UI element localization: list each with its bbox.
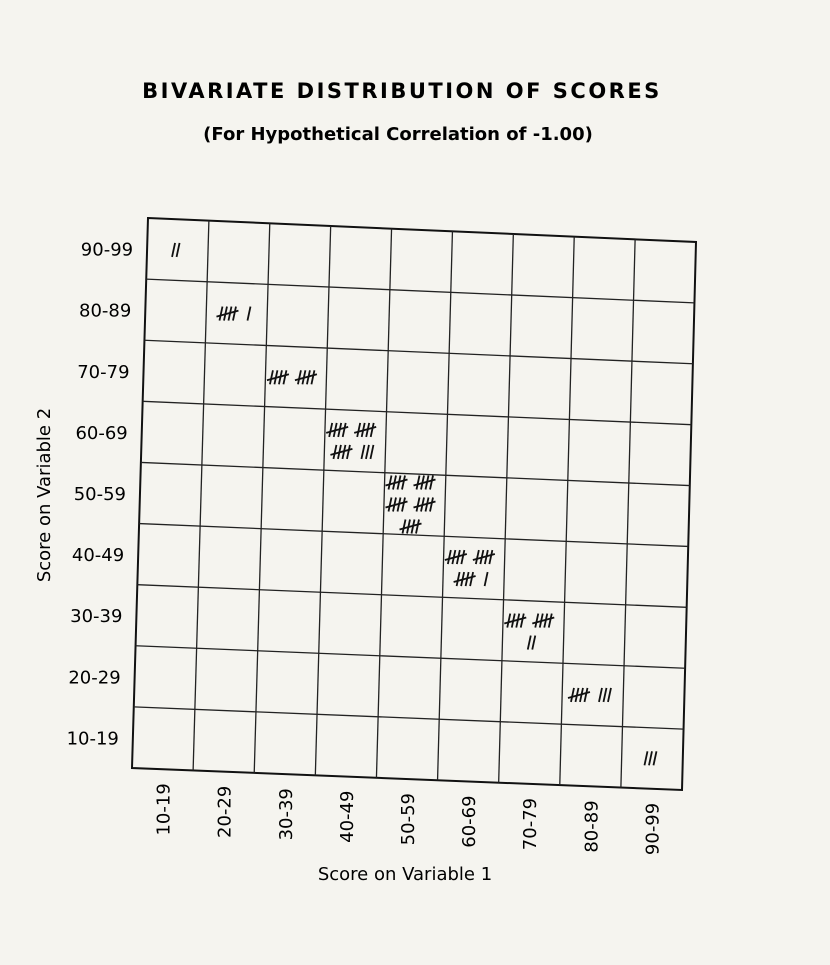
tally-stroke xyxy=(403,520,406,534)
grid-line-horizontal xyxy=(141,462,690,485)
x-tick-label: 40-49 xyxy=(336,790,358,843)
tally-cell xyxy=(386,476,436,534)
x-tick-label: 60-69 xyxy=(459,795,481,848)
grid-line-vertical xyxy=(499,234,514,783)
tally-cell xyxy=(445,550,495,586)
tally-stroke xyxy=(389,498,392,512)
tally-stroke xyxy=(653,751,656,765)
tally-stroke xyxy=(571,688,574,702)
tally-stroke xyxy=(177,243,180,257)
x-tick-label: 30-39 xyxy=(275,788,297,841)
y-tick-label: 70-79 xyxy=(77,361,130,383)
tally-cell xyxy=(504,614,554,650)
tally-stroke xyxy=(283,370,286,384)
x-axis-label: Score on Variable 1 xyxy=(317,864,493,885)
tally-stroke xyxy=(402,476,405,490)
tally-stroke xyxy=(599,688,602,702)
tally-stroke xyxy=(549,614,552,628)
grid-line-horizontal xyxy=(143,401,692,424)
tally-stroke xyxy=(347,445,350,459)
tally-stroke xyxy=(233,307,236,321)
tally-stroke xyxy=(247,307,250,321)
plot-frame xyxy=(132,218,696,790)
grid-line-horizontal xyxy=(136,646,686,668)
grid-line-vertical xyxy=(621,239,635,787)
tally-stroke xyxy=(371,423,374,437)
tally-stroke xyxy=(417,498,420,512)
y-tick-label: 10-19 xyxy=(66,728,119,750)
plot-area xyxy=(67,218,696,855)
tally-stroke xyxy=(389,476,392,490)
tally-stroke xyxy=(470,572,473,586)
tally-stroke xyxy=(172,243,175,257)
grid-line-horizontal xyxy=(144,340,692,364)
x-tick-label: 20-29 xyxy=(214,785,236,838)
tally-stroke xyxy=(603,688,606,702)
tally-stroke xyxy=(448,550,451,564)
tally-stroke xyxy=(333,445,336,459)
grid-line-vertical xyxy=(560,237,574,785)
y-tick-label: 60-69 xyxy=(75,422,128,444)
tally-stroke xyxy=(430,476,433,490)
tally-stroke xyxy=(649,751,652,765)
chart-title: BIVARIATE DISTRIBUTION OF SCORES xyxy=(142,79,662,103)
y-tick-label: 30-39 xyxy=(70,606,123,628)
tally-stroke xyxy=(461,550,464,564)
y-tick-label: 20-29 xyxy=(68,667,121,689)
tally-stroke xyxy=(532,636,535,650)
grid-line-horizontal xyxy=(134,707,684,729)
grid-line-vertical xyxy=(193,221,209,771)
tally-cell xyxy=(216,307,250,321)
tally-stroke xyxy=(357,423,360,437)
tally-cell xyxy=(644,751,656,765)
x-tick-label: 50-59 xyxy=(398,793,419,846)
y-tick-label: 40-49 xyxy=(71,545,125,567)
tally-stroke xyxy=(608,688,611,702)
tally-stroke xyxy=(416,520,419,534)
tally-cell xyxy=(267,370,317,384)
x-tick-label: 90-99 xyxy=(642,802,664,856)
tally-stroke xyxy=(507,614,510,628)
grid-line-horizontal xyxy=(146,279,694,303)
tally-stroke xyxy=(457,572,460,586)
grid-line-vertical xyxy=(376,229,391,778)
y-axis-label: Score on Variable 2 xyxy=(34,407,55,583)
tally-cell xyxy=(568,688,611,702)
chart-subtitle: (For Hypothetical Correlation of -1.00) xyxy=(203,124,593,145)
tally-stroke xyxy=(485,572,488,586)
tally-stroke xyxy=(535,614,538,628)
y-tick-label: 90-99 xyxy=(80,239,134,261)
tally-stroke xyxy=(476,550,479,564)
tally-cell xyxy=(172,243,180,257)
x-tick-label: 10-19 xyxy=(153,783,175,836)
tally-stroke xyxy=(584,688,587,702)
tally-stroke xyxy=(329,423,332,437)
grid-line-horizontal xyxy=(137,585,686,608)
y-tick-label: 80-89 xyxy=(79,300,132,322)
tally-stroke xyxy=(644,751,647,765)
tally-stroke xyxy=(361,445,364,459)
tally-stroke xyxy=(270,370,273,384)
tally-stroke xyxy=(402,498,405,512)
grid-line-vertical xyxy=(254,223,270,773)
tally-stroke xyxy=(417,476,420,490)
x-tick-label: 70-79 xyxy=(520,797,542,851)
tally-stroke xyxy=(489,550,492,564)
tally-stroke xyxy=(521,614,524,628)
tally-stroke xyxy=(366,445,369,459)
grid-line-vertical xyxy=(438,231,453,780)
tally-stroke xyxy=(219,307,222,321)
tally-stroke xyxy=(528,636,531,650)
x-tick-label: 80-89 xyxy=(581,800,603,853)
tally-stroke xyxy=(311,370,314,384)
tally-stroke xyxy=(298,370,301,384)
tally-stroke xyxy=(370,445,373,459)
tally-cell xyxy=(326,423,376,459)
tally-stroke xyxy=(343,423,346,437)
y-tick-label: 50-59 xyxy=(73,484,126,505)
grid-line-vertical xyxy=(315,226,330,775)
tally-stroke xyxy=(430,498,433,512)
